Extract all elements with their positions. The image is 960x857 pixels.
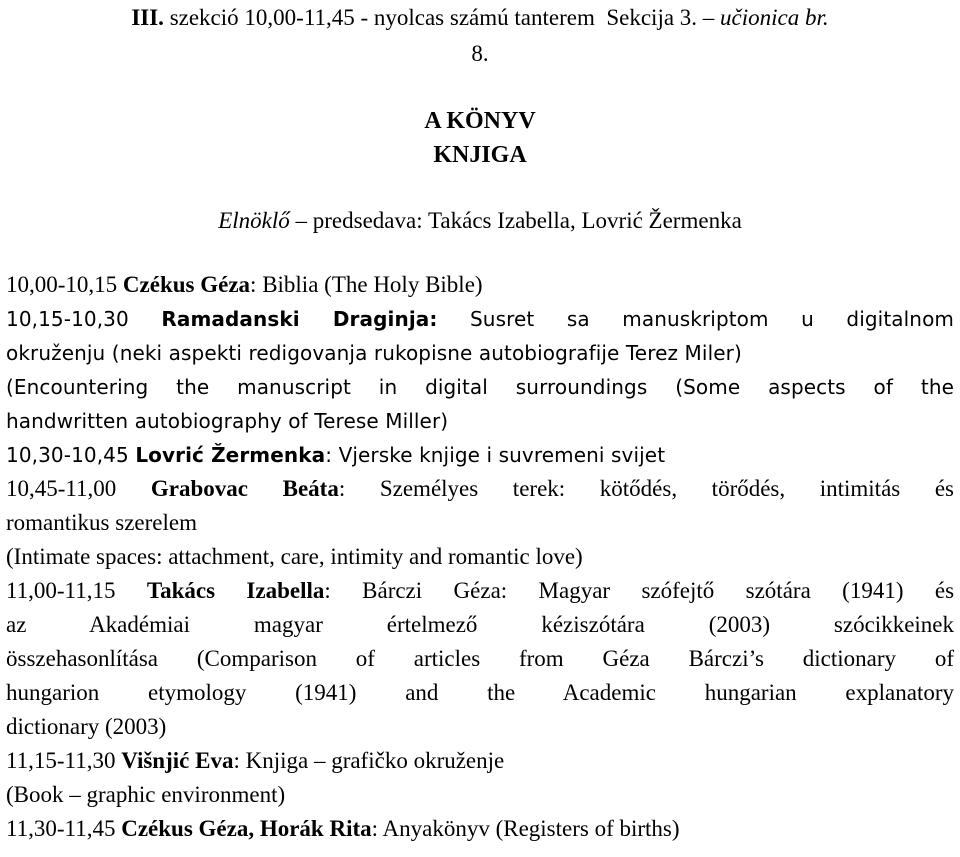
entry-speaker: Grabovac Beáta xyxy=(150,476,339,501)
section-title-hu: A KÖNYV xyxy=(424,108,536,134)
entry-speaker: Višnjić Eva xyxy=(121,748,234,773)
entry-time: 11,30-11,45 xyxy=(6,816,116,841)
entry-title-line: az Akadémiai magyar értelmező kéziszótára (2003) szócikkeinek xyxy=(6,612,954,637)
entry-title-line: hungarion etymology (1941) and the Academic hungarian explanatory xyxy=(6,680,954,705)
entry-separator: : xyxy=(233,748,240,773)
entry-time: 10,45-11,00 xyxy=(6,476,117,501)
section-title-hr: KNJIGA xyxy=(433,142,527,168)
entry-separator: : xyxy=(371,816,379,841)
entry-title: Anyakönyv (Registers of births) xyxy=(382,816,680,841)
entry-title-line: (Intimate spaces: attachment, care, intimity and romantic love) xyxy=(6,544,583,569)
section-title xyxy=(6,104,954,172)
chairs-names: Takács Izabella, Lovrić Žermenka xyxy=(427,208,742,233)
program-entry xyxy=(6,438,954,472)
entry-separator: : xyxy=(338,476,346,501)
entry-separator: : xyxy=(250,272,257,297)
entry-speaker: Ramadanski Draginja: xyxy=(161,307,438,331)
entry-title-line: romantikus szerelem xyxy=(6,510,197,535)
session-roman: III. xyxy=(131,5,164,30)
program-entry xyxy=(6,574,954,744)
entry-title-line: (Encountering the manuscript in digital surroundings (Some aspects of the xyxy=(6,375,954,399)
entry-title-line: Knjiga – grafičko okruženje xyxy=(245,748,505,773)
chairs-label-hu: Elnöklő xyxy=(218,208,290,233)
entry-time: 11,15-11,30 xyxy=(6,748,116,773)
chairs-line xyxy=(6,204,954,238)
session-hr-classroom: učionica br. xyxy=(720,5,829,30)
entry-speaker: Takács Izabella xyxy=(146,578,325,603)
entry-title-line: (Book – graphic environment) xyxy=(6,782,286,807)
entry-title: Biblia (The Holy Bible) xyxy=(262,272,483,297)
program-entry xyxy=(6,472,954,574)
entry-title-line: Susret sa manuskriptom u digitalnom xyxy=(470,307,954,331)
program-entry xyxy=(6,744,954,812)
entry-title-line: okruženju (neki aspekti redigovanja rukopisne autobiografije Terez Miler) xyxy=(6,341,742,365)
chairs-label-hr: – predsedava: xyxy=(295,208,423,233)
entry-separator: : xyxy=(324,578,331,603)
entry-title-line: Személyes terek: kötődés, törődés, intimitás és xyxy=(379,476,955,501)
entry-time: 10,15-10,30 xyxy=(6,307,129,331)
entry-speaker: Lovrić Žermenka xyxy=(135,443,326,467)
session-room-number: 8. xyxy=(471,41,489,66)
entry-title-line: dictionary (2003) xyxy=(6,714,167,739)
entry-time: 10,30-10,45 xyxy=(6,443,129,467)
session-hr-prefix: Sekcija 3. – xyxy=(606,5,715,30)
program-list xyxy=(6,268,954,846)
program-entry xyxy=(6,268,954,302)
entry-title-line: handwritten autobiography of Terese Miller) xyxy=(6,409,449,433)
entry-separator: : xyxy=(325,443,333,467)
entry-speaker: Czékus Géza, Horák Rita xyxy=(121,816,372,841)
entry-title: Vjerske knjige i suvremeni svijet xyxy=(338,443,666,467)
entry-time: 11,00-11,15 xyxy=(6,578,116,603)
program-entry xyxy=(6,812,954,846)
entry-time: 10,00-10,15 xyxy=(6,272,118,297)
session-heading xyxy=(6,0,954,72)
document-page xyxy=(6,0,954,846)
session-hu: szekció 10,00-11,45 - nyolcas számú tanterem xyxy=(169,5,595,30)
entry-speaker: Czékus Géza xyxy=(122,272,251,297)
entry-title-line: Bárczi Géza: Magyar szófejtő szótára (1941) és xyxy=(362,578,955,603)
entry-title-line: összehasonlítása (Comparison of articles from Géza Bárczi’s dictionary of xyxy=(6,646,954,671)
program-entry xyxy=(6,302,954,438)
